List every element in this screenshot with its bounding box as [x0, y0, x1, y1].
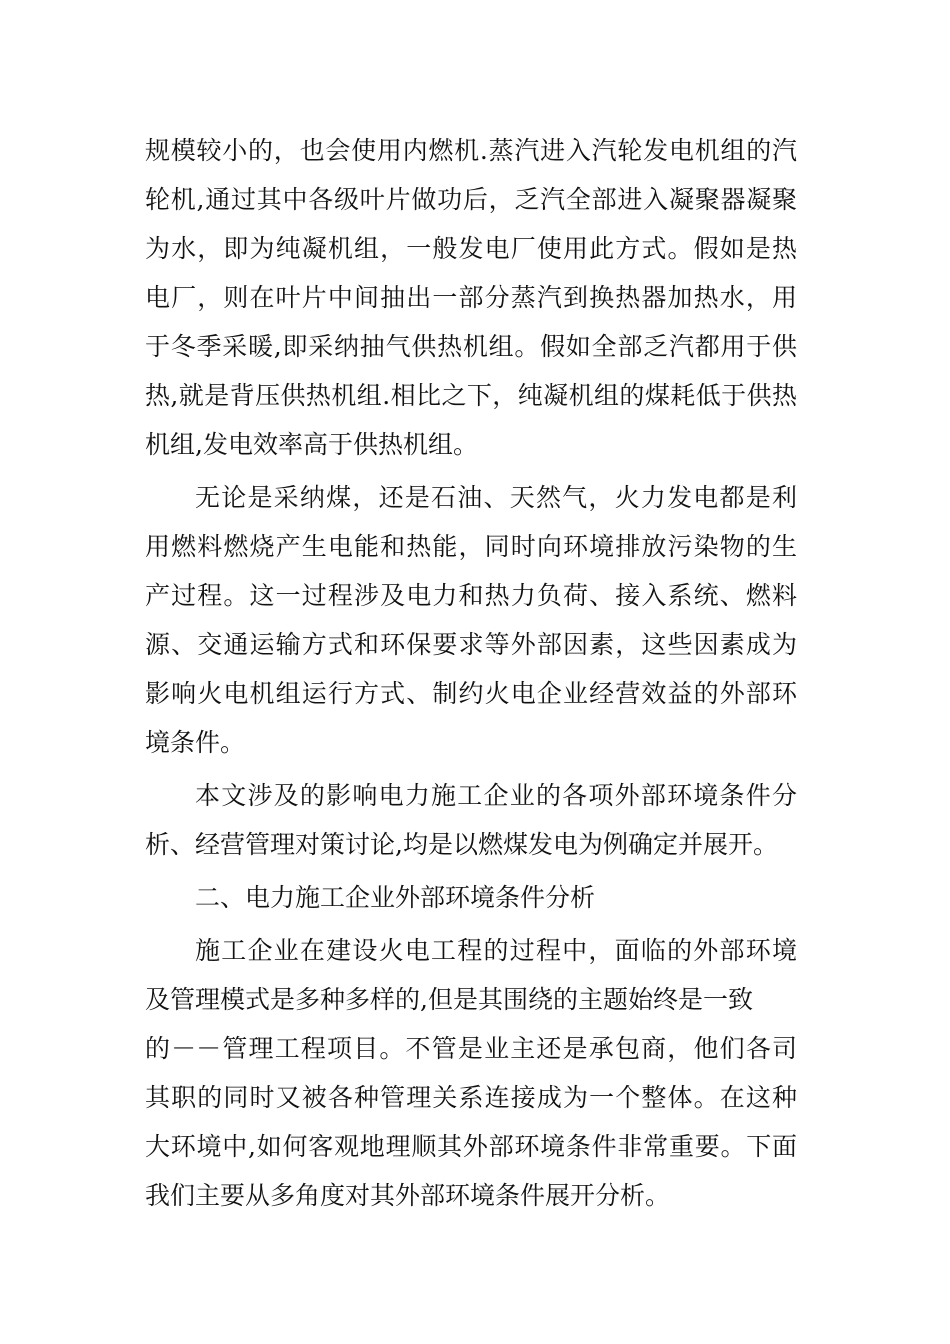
text-line: 产过程。这一过程涉及电力和热力负荷、接入系统、燃料 [145, 581, 797, 610]
paragraph-2 [145, 473, 797, 767]
paragraph-1 [145, 126, 797, 469]
text-line: 的－－管理工程项目。不管是业主还是承包商，他们各司 [145, 1034, 797, 1063]
text-line: 无论是采纳煤，还是石油、天然气，火力发电都是利 [195, 483, 797, 512]
text-line: 规模较小的，也会使用内燃机.蒸汽进入汽轮发电机组的汽 [145, 136, 797, 165]
text-line: 析、经营管理对策讨论,均是以燃煤发电为例确定并展开。 [145, 830, 778, 859]
text-line: 机组,发电效率高于供热机组。 [145, 430, 478, 459]
text-line: 热,就是背压供热机组.相比之下，纯凝机组的煤耗低于供热 [145, 381, 797, 410]
text-line: 施工企业在建设火电工程的过程中，面临的外部环境 [195, 936, 797, 965]
text-line: 影响火电机组运行方式、制约火电企业经营效益的外部环 [145, 679, 797, 708]
paragraph-4 [145, 926, 797, 1220]
text-line: 于冬季采暖,即采纳抽气供热机组。假如全部乏汽都用于供 [145, 332, 797, 361]
text-line: 我们主要从多角度对其外部环境条件展开分析。 [145, 1181, 671, 1210]
text-line: 轮机,通过其中各级叶片做功后，乏汽全部进入凝聚器凝聚 [145, 185, 797, 214]
text-line: 本文涉及的影响电力施工企业的各项外部环境条件分 [195, 781, 797, 810]
paragraph-3 [145, 771, 797, 869]
text-line: 其职的同时又被各种管理关系连接成为一个整体。在这种 [145, 1083, 797, 1112]
document-body [145, 126, 797, 1220]
text-line: 及管理模式是多种多样的,但是其围绕的主题始终是一致 [145, 985, 753, 1014]
text-line: 大环境中,如何客观地理顺其外部环境条件非常重要。下面 [145, 1132, 797, 1161]
heading-line: 二、电力施工企业外部环境条件分析 [195, 883, 596, 912]
text-line: 源、交通运输方式和环保要求等外部因素，这些因素成为 [145, 630, 797, 659]
text-line: 电厂，则在叶片中间抽出一部分蒸汽到换热器加热水，用 [145, 283, 797, 312]
text-line: 用燃料燃烧产生电能和热能，同时向环境排放污染物的生 [145, 532, 797, 561]
text-line: 为水，即为纯凝机组，一般发电厂使用此方式。假如是热 [145, 234, 797, 263]
text-line: 境条件。 [145, 728, 246, 757]
section-heading [145, 873, 797, 922]
